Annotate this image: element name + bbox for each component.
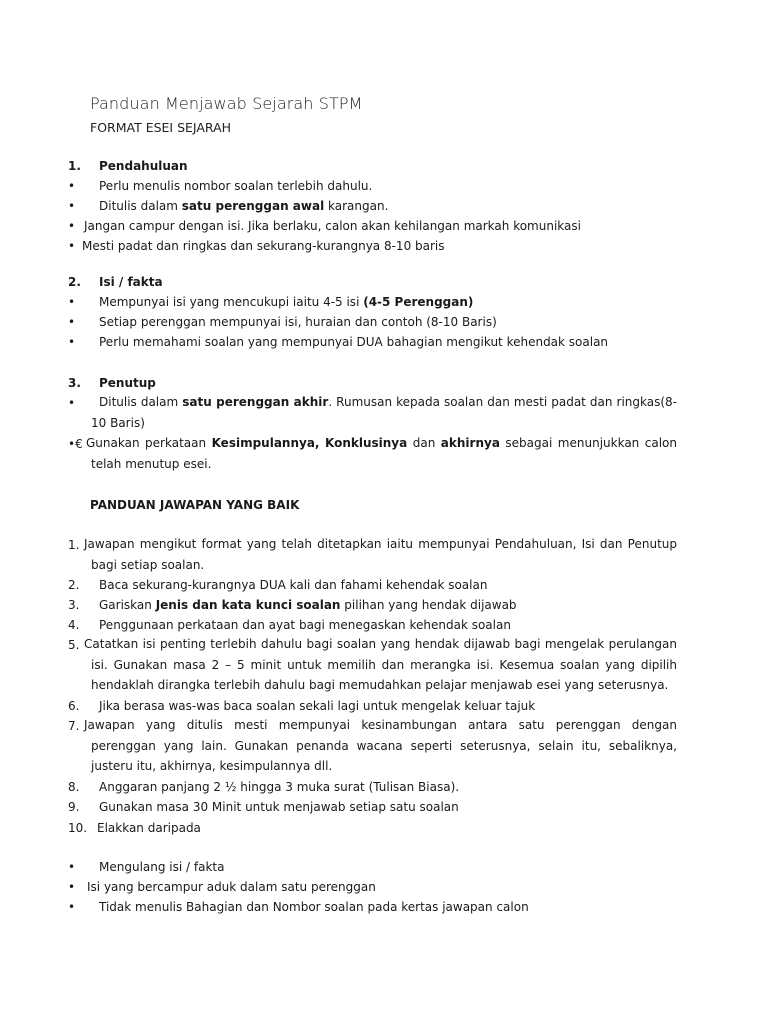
section-label: Isi / fakta <box>99 275 163 289</box>
list-item: Setiap perenggan mempunyai isi, huraian dan contoh (8-10 Baris) <box>99 315 497 329</box>
bullet: • <box>68 396 76 410</box>
list-item: Jawapan mengikut format yang telah ditetapkan iaitu mempunyai Pendahuluan, Isi dan Penutup bagi setiap soalan. <box>84 537 677 572</box>
list-item: Perlu menulis nombor soalan terlebih dahulu. <box>99 179 373 193</box>
list-number: 6. <box>68 699 80 713</box>
list-number: 3. <box>68 598 80 612</box>
list-item: Penggunaan perkataan dan ayat bagi menegaskan kehendak soalan <box>99 618 511 632</box>
list-item: Jawapan yang ditulis mesti mempunyai kesinambungan antara satu perenggan dengan perenggan yang lain. Gunakan penanda wacana seperti seterusnya, selain itu, sebaliknya, justeru itu, akhirnya, kesimpulannya dll. <box>84 718 677 773</box>
list-number: 7. <box>68 719 80 733</box>
bullet: • <box>68 199 76 213</box>
section-number: 1. <box>68 159 81 173</box>
list-item: Mengulang isi / fakta <box>99 860 225 874</box>
format-heading: FORMAT ESEI SEJARAH <box>90 120 232 135</box>
bullet: • <box>68 900 76 914</box>
list-item: Jangan campur dengan isi. Jika berlaku, calon akan kehilangan markah komunikasi <box>84 219 581 233</box>
list-item: Gunakan masa 30 Minit untuk menjawab setiap satu soalan <box>99 800 459 814</box>
section-label: Pendahuluan <box>99 159 188 173</box>
list-number: 2. <box>68 578 80 592</box>
list-item: Gariskan Jenis dan kata kunci soalan pilihan yang hendak dijawab <box>99 598 517 612</box>
list-item: Tidak menulis Bahagian dan Nombor soalan pada kertas jawapan calon <box>99 900 529 914</box>
list-item: Baca sekurang-kurangnya DUA kali dan fahami kehendak soalan <box>99 578 488 592</box>
list-item: Mesti padat dan ringkas dan sekurang-kurangnya 8-10 baris <box>82 239 445 253</box>
list-number: 4. <box>68 618 80 632</box>
section-number: 3. <box>68 376 81 390</box>
list-item: Mempunyai isi yang mencukupi iaitu 4-5 isi (4-5 Perenggan) <box>99 295 474 309</box>
list-item: Isi yang bercampur aduk dalam satu perenggan <box>87 880 376 894</box>
list-item: Perlu memahami soalan yang mempunyai DUA bahagian mengikut kehendak soalan <box>99 335 609 349</box>
list-number: 8. <box>68 780 80 794</box>
list-item: Gunakan perkataan Kesimpulannya, Konklusinya dan akhirnya sebagai menunjukkan calon telah menutup esei. <box>86 436 678 471</box>
list-item: Elakkan daripada <box>97 821 201 835</box>
bullet: • <box>68 860 76 874</box>
bullet: • <box>68 335 76 349</box>
bullet-symbol: •€ <box>68 437 83 451</box>
list-number: 1. <box>68 538 80 552</box>
bullet: • <box>68 295 76 309</box>
list-number: 5. <box>68 638 80 652</box>
page-title: Panduan Menjawab Sejarah STPM <box>90 94 363 113</box>
list-item: Ditulis dalam satu perenggan awal karangan. <box>99 199 389 213</box>
section-number: 2. <box>68 275 81 289</box>
list-item: Jika berasa was-was baca soalan sekali lagi untuk mengelak keluar tajuk <box>99 699 536 713</box>
bullet: • <box>68 179 76 193</box>
list-item: Catatkan isi penting terlebih dahulu bagi soalan yang hendak dijawab bagi mengelak perulangan isi. Gunakan masa 2 – 5 minit untuk memilih dan merangka isi. Kesemua soalan yang dipilih hendaklah dirangka terlebih dahulu bagi memudahkan pelajar menjawab esei yang seterusnya. <box>84 637 677 692</box>
list-item: Anggaran panjang 2 ½ hingga 3 muka surat (Tulisan Biasa). <box>99 780 460 794</box>
bullet: • <box>68 219 76 233</box>
bullet: • <box>68 239 76 253</box>
list-number: 9. <box>68 800 80 814</box>
list-item: Ditulis dalam satu perenggan akhir. Rumusan kepada soalan dan mesti padat dan ringkas(8-10 Baris) <box>91 395 678 430</box>
list-number: 10. <box>68 821 88 835</box>
guide-heading: PANDUAN JAWAPAN YANG BAIK <box>90 498 300 512</box>
bullet: • <box>68 315 76 329</box>
bullet: • <box>68 880 76 894</box>
section-label: Penutup <box>99 376 156 390</box>
